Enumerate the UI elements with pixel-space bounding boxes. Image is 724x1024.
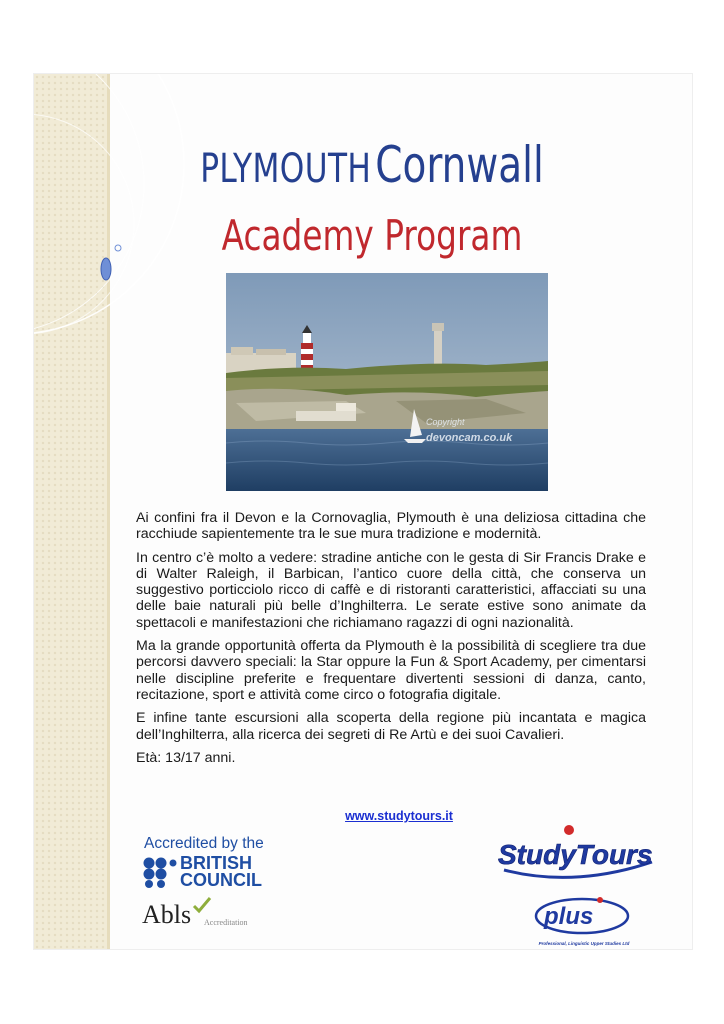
abls-logo: Abls bbox=[142, 900, 192, 929]
abls-accreditation-label: Accreditation bbox=[204, 918, 248, 927]
page-subtitle: Academy Program bbox=[221, 211, 523, 260]
accredited-label: Accredited by the bbox=[144, 835, 264, 852]
photo-watermark-line1: Copyright bbox=[426, 417, 465, 427]
flyer-page bbox=[33, 73, 693, 950]
website-link[interactable]: www.studytours.it bbox=[345, 809, 453, 823]
page-title bbox=[115, 136, 628, 194]
bc-line2: COUNCIL bbox=[180, 870, 262, 890]
checkmark-icon bbox=[192, 896, 212, 914]
photo-watermark-line2: devoncam.co.uk bbox=[426, 432, 513, 444]
paragraph-excursions: E infine tante escursioni alla scoperta della regione più incantata e magica dell’Inghilterra, alla ricerca dei segreti di Re Artù e dei suoi Cavalieri. bbox=[136, 710, 646, 743]
title-plymouth: PLYMOUTH bbox=[200, 146, 372, 192]
studytours-logo bbox=[494, 822, 659, 888]
bc-line1: BRITISH bbox=[180, 853, 252, 873]
plymouth-hoe-photo bbox=[226, 273, 548, 491]
british-council-logo bbox=[180, 855, 262, 889]
title-cornwall: Cornwall bbox=[375, 136, 544, 194]
plus-wordmark: plus bbox=[544, 903, 594, 930]
paragraph-centre: In centro c’è molto a vedere: stradine antiche con le gesta di Sir Francis Drake e di Walter Raleigh, il Barbican, l’antico cuore della città, che conserva un suggestivo porticciolo ricco di caffè e di ristoranti caratteristici, affacciati su una delle baie naturali più belle d’Inghilterra. Le serate estive sono animate da spettacoli e manifestazioni che richiamano ragazzi di ogni nazionalità. bbox=[136, 549, 646, 631]
body-text bbox=[136, 510, 646, 773]
paragraph-intro: Ai confini fra il Devon e la Cornovaglia, Plymouth è una deliziosa cittadina che racchiude sapientemente tra le sue mura tradizione e modernità. bbox=[136, 510, 646, 543]
studytours-wordmark: StudyTours bbox=[498, 839, 653, 870]
plus-logo bbox=[532, 894, 632, 940]
plus-subtitle: Professional, Linguistic Upper Studies Ltd bbox=[538, 941, 630, 946]
british-council-dots-icon bbox=[143, 857, 177, 889]
paragraph-opportunity: Ma la grande opportunità offerta da Plymouth è la possibilità di scegliere tra due percorsi davvero speciali: la Star oppure la Fun & Sport Academy, per cimentarsi nelle discipline preferite e frequentare divertenti sessioni di danza, canto, recitazione, sport e attività come circo o fotografia digitale. bbox=[136, 638, 646, 703]
paragraph-age: Età: 13/17 anni. bbox=[136, 749, 236, 766]
